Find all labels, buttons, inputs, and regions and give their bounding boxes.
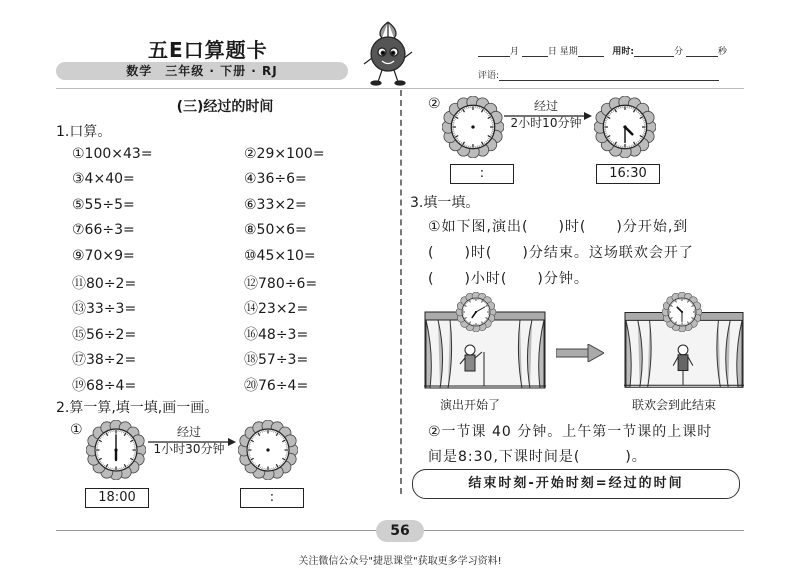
- problem-item: ⑧50×6=: [244, 222, 307, 239]
- date-line: 月 日 星期 用时: 分 秒: [478, 44, 727, 57]
- q2-p2-arrow-top: 经过: [533, 99, 558, 113]
- section-title: (三)经过的时间: [176, 99, 274, 115]
- caption-start: 演出开始了: [440, 398, 501, 412]
- q1-right-list: [244, 146, 325, 400]
- start-time-box: 18:00: [85, 488, 149, 508]
- problem-item: ④36÷6=: [244, 171, 307, 188]
- problem-item: ⑲68÷4=: [72, 377, 137, 394]
- arrow-icon: [556, 344, 604, 362]
- q3-title: 3.填一填。: [410, 195, 480, 211]
- start-time-input[interactable]: :: [450, 164, 514, 184]
- q3-line3: ( )小时( )分钟。: [428, 271, 589, 287]
- q2-p2-num: ②: [428, 96, 441, 112]
- q3-line1: ①如下图,演出( )时( )分开始,到: [428, 219, 689, 235]
- q3-line4: ②一节课 40 分钟。上午第一节课的上课时: [428, 424, 713, 440]
- clock-icon: [238, 420, 298, 480]
- q1-left-list: [72, 146, 153, 400]
- problem-item: ⑭23×2=: [244, 301, 309, 318]
- subject-bar: 数学 三年级 · 下册 · RJ: [56, 62, 348, 80]
- q3-line5: 间是8:30,下课时间是( )。: [428, 449, 647, 465]
- problem-item: ⑪80÷2=: [72, 275, 137, 292]
- problem-item: ⑬33÷3=: [72, 301, 137, 318]
- formula-box: 结束时刻-开始时刻=经过的时间: [412, 469, 740, 499]
- problem-item: ⑦66÷3=: [72, 222, 135, 239]
- q3-line2: ( )时( )分结束。这场联欢会开了: [428, 245, 694, 261]
- clock-icon: [662, 292, 702, 332]
- q2-title: 2.算一算,填一填,画一画。: [56, 400, 219, 416]
- problem-item: ⑳76÷4=: [244, 377, 309, 394]
- header-divider: [56, 88, 744, 89]
- footer-note: 关注微信公众号"捷思课堂"获取更多学习资料!: [298, 556, 502, 567]
- q1-title: 1.口算。: [56, 124, 112, 140]
- problem-item: ⑩45×10=: [244, 247, 316, 264]
- clock-icon: [456, 292, 496, 332]
- problem-item: ⑥33×2=: [244, 196, 307, 213]
- clock-icon: [86, 420, 146, 480]
- q2-p1-arrow-bottom: 1小时30分钟: [153, 442, 225, 456]
- problem-item: ⑮56÷2=: [72, 326, 137, 343]
- problem-item: ⑱57÷3=: [244, 352, 309, 369]
- problem-item: ③4×40=: [72, 171, 135, 188]
- comment-line: 评语:: [478, 68, 719, 81]
- q2-p1-arrow-top: 经过: [176, 425, 201, 439]
- clock-icon: [442, 96, 504, 158]
- brand-title: 五E口算题卡: [148, 38, 268, 62]
- problem-item: ①100×43=: [72, 146, 153, 162]
- q2-p2-arrow-bottom: 2小时10分钟: [510, 116, 582, 130]
- problem-item: ②29×100=: [244, 146, 325, 162]
- problem-item: ⑰38÷2=: [72, 352, 137, 369]
- problem-item: ⑯48÷3=: [244, 326, 309, 343]
- caption-end: 联欢会到此结束: [632, 398, 717, 412]
- problem-item: ⑨70×9=: [72, 247, 135, 264]
- column-divider: [400, 90, 402, 494]
- problem-item: ⑤55÷5=: [72, 196, 135, 213]
- clock-icon: [594, 96, 656, 158]
- end-time-box: 16:30: [596, 164, 660, 184]
- q2-p1-num: ①: [70, 422, 83, 438]
- end-time-input[interactable]: :: [240, 488, 304, 508]
- page-number: 56: [376, 520, 424, 542]
- mascot-icon: [360, 18, 416, 88]
- problem-item: ⑫780÷6=: [244, 275, 318, 292]
